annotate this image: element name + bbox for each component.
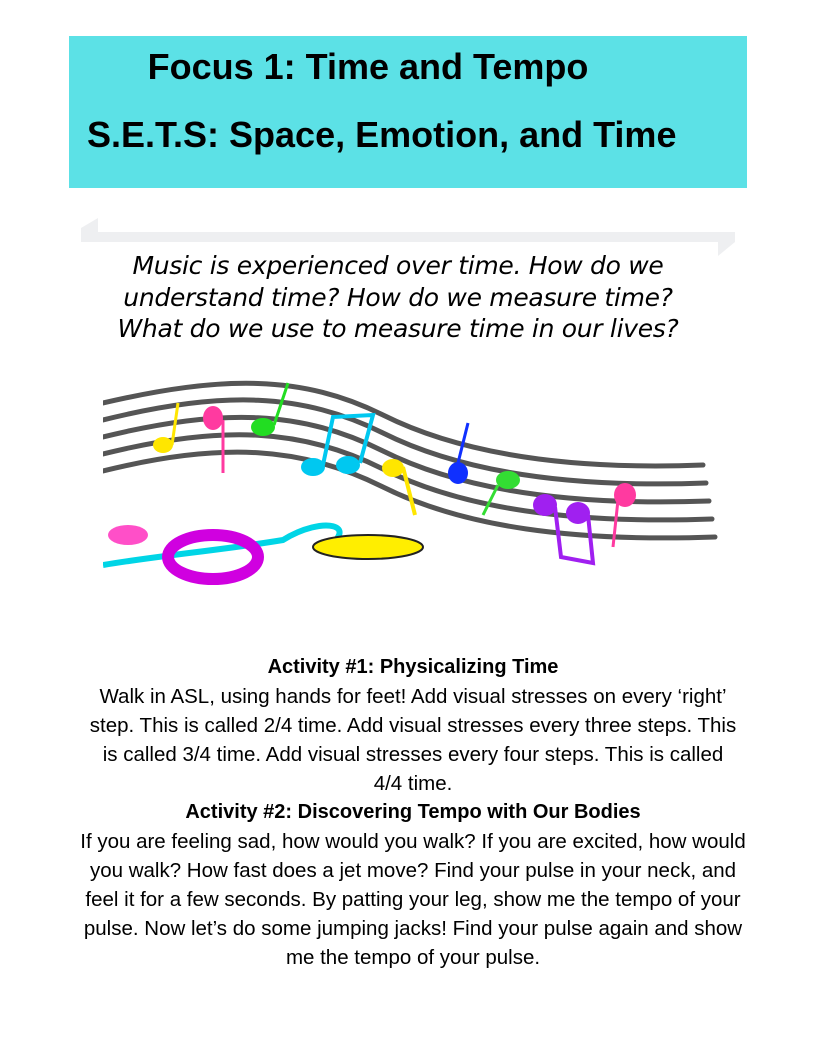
activity-1-heading: Activity #1: Physicalizing Time: [267, 656, 559, 678]
activity-1-text: Walk in ASL, using hands for feet! Add visual stresses on every ‘right’ step. This is called 2/4 time. Add visual stresses every three steps. This is called 3/4 time. Add visual stresses every four steps. This is called 4/4 time.: [89, 685, 737, 795]
quote-line: Music is experienced over time. How do we: [132, 251, 664, 280]
activity-2-heading: Activity #2: Discovering Tempo with Our Bodies: [185, 801, 641, 823]
activities: [80, 653, 746, 972]
intro-question: [60, 250, 736, 345]
page-subtitle: S.E.T.S: Space, Emotion, and Time: [87, 114, 677, 155]
page-title: Focus 1: Time and Tempo: [147, 46, 589, 87]
activity-2-text: If you are feeling sad, how would you walk? If you are excited, how would you walk? How fast does a jet move? Find your pulse in your neck, and feel it for a few seconds. By patting your leg, show me the tempo of your pulse. Now let’s do some jumping jacks! Find your pulse again and show me the tempo of your pulse.: [80, 830, 746, 969]
music-notes-illustration: [103, 375, 723, 590]
title-banner: [69, 36, 747, 188]
quote-line: understand time? How do we measure time?: [123, 282, 673, 312]
quote-line: What do we use to measure time in our lives?: [117, 314, 679, 343]
